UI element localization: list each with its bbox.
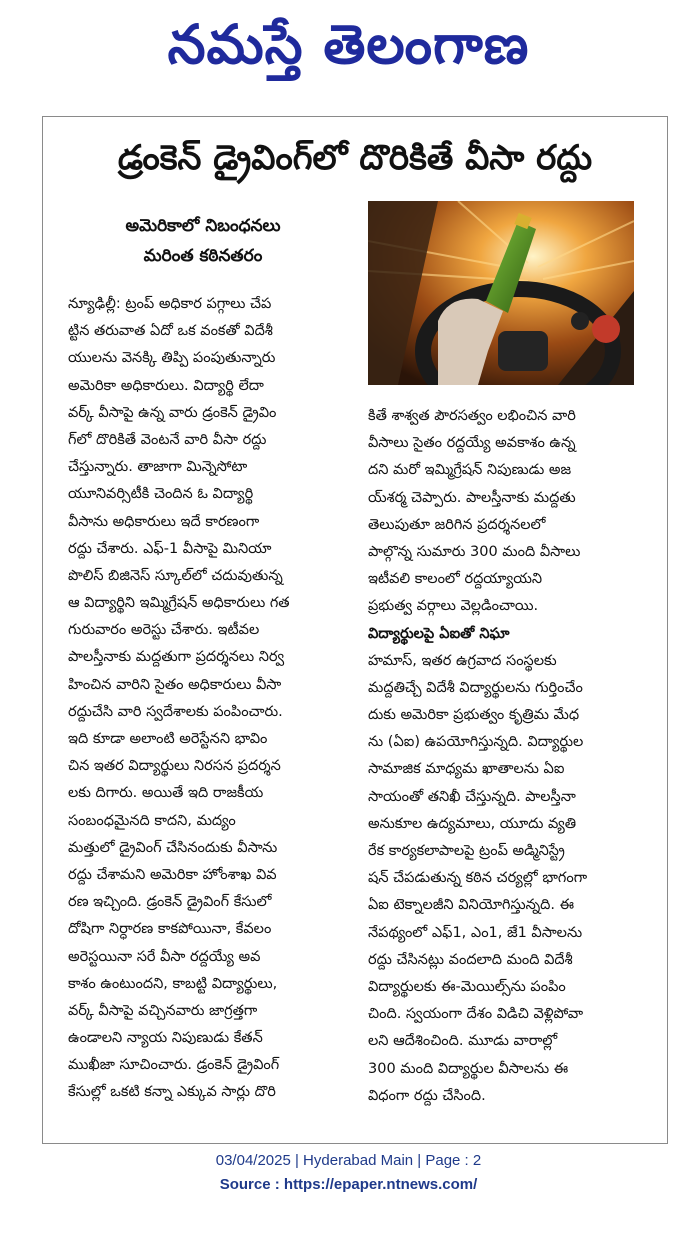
body-line: ఇది కూడా అలాంటి అరెస్టేనని భావిం — [68, 731, 268, 747]
body-line: సాయంతో తనిఖీ చేస్తున్నది. పాలస్తీనా — [368, 788, 576, 805]
article-headline: డ్రంకెన్ డ్రైవింగ్‌లో దొరికితే వీసా రద్దు — [117, 138, 593, 178]
body-line: అమెరికా అధికారులు. విద్యార్థి లేదా — [68, 377, 264, 394]
drunk-driving-photo — [368, 201, 634, 385]
source-link[interactable]: Source : https://epaper.ntnews.com/ — [219, 1176, 478, 1193]
body-line: వర్క్ వీసాపై వచ్చినవారు జాగ్రత్తగా — [68, 1002, 258, 1019]
body-line: హించిన వారిని సైతం అధికారులు వీసా — [68, 676, 282, 693]
body-line: దోషిగా నిర్ధారణ కాకపోయినా, కేవలం — [68, 921, 272, 938]
body-line: రద్దు చేసినట్లు వందలాది మంది విదేశీ — [368, 951, 573, 968]
body-line: పాలస్తీనాకు మద్దతుగా ప్రదర్శనలు నిర్వ — [68, 649, 285, 666]
body-line: వీసాను అధికారులు ఇదే కారణంగా — [68, 513, 260, 530]
article-right-column — [368, 403, 636, 1110]
body-line: అనుకూల ఉద్యమాలు, యూదు వ్యతి — [368, 815, 577, 832]
body-line: 300 మంది విద్యార్థుల వీసాలను ఈ — [368, 1060, 569, 1077]
subsection-title: విద్యార్థులపై ఏఐతో నిఘా — [368, 625, 510, 642]
body-line: ఆ విద్యార్థిని ఇమ్మిగ్రేషన్ అధికారులు గత — [68, 595, 290, 612]
body-line: సామాజిక మాధ్యమ ఖాతాలను ఏఐ — [368, 761, 565, 778]
body-line: మద్దతిచ్చే విదేశీ విద్యార్థులను గుర్తించేం — [368, 679, 583, 696]
body-line: దని మరో ఇమ్మిగ్రేషన్ నిపుణుడు అజ — [368, 462, 572, 479]
body-line: యూనివర్సిటీకి చెందిన ఓ విద్యార్థి — [68, 486, 254, 503]
body-line: కాశం ఉంటుందని, కాబట్టి విద్యార్థులు, — [68, 975, 278, 992]
body-line: ఉండాలని న్యాయ నిపుణుడు కేతన్ — [68, 1030, 263, 1047]
body-line: యులను వెనక్కి తిప్పి పంపుతున్నారు — [68, 350, 276, 367]
body-line: అరెస్టయినా సరే వీసా రద్దయ్యే అవ — [68, 948, 261, 965]
body-line: చేస్తున్నారు. తాజాగా మిన్నెసోటా — [68, 459, 248, 476]
edition-info: 03/04/2025 | Hyderabad Main | Page : 2 — [215, 1152, 482, 1169]
body-line: ముఖీజా సూచించారు. డ్రంకెన్ డ్రైవింగ్ — [68, 1057, 280, 1074]
body-line: య్‌శర్మ చెప్పారు. పాలస్తీనాకు మద్దతు — [368, 489, 576, 506]
article-subheadline — [73, 211, 333, 271]
body-line: కితే శాశ్వత పౌరసత్వం లభించిన వారి — [368, 408, 576, 424]
body-line: రద్దు చేశారు. ఎఫ్-1 వీసాపై మినియా — [68, 540, 272, 557]
body-line: తెలుపుతూ జరిగిన ప్రదర్శనలలో — [368, 516, 546, 533]
body-line: సంబంధమైనది కాదని, మద్యం — [68, 812, 236, 829]
body-line: గ్‌లో దొరికితే వెంటనే వారి వీసా రద్దు — [68, 431, 267, 448]
body-line: న్యూఢిల్లీ: ట్రంప్ అధికార పగ్గాలు చేప — [68, 296, 272, 312]
body-line: హమాస్, ఇతర ఉగ్రవాద సంస్థలకు — [368, 652, 557, 669]
body-line: రణ ఇచ్చింది. డ్రంకెన్ డ్రైవింగ్ కేసులో — [68, 894, 272, 911]
body-line: ను (ఏఐ) ఉపయోగిస్తున్నది. విద్యార్థుల — [368, 734, 584, 751]
masthead — [0, 0, 697, 92]
body-line: కేసుల్లో ఒకటి కన్నా ఎక్కువ సార్లు దొరి — [68, 1084, 276, 1101]
body-line: చిన ఇతర విద్యార్థులు నిరసన ప్రదర్శన — [68, 758, 281, 775]
photo-illustration — [368, 201, 634, 385]
body-line: విద్యార్థులకు ఈ-మెయిల్స్‌ను పంపిం — [368, 978, 566, 995]
body-line: ఏఐ టెక్నాలజీని వినియోగిస్తున్నది. ఈ — [368, 897, 574, 914]
article-box — [42, 116, 668, 1144]
subheadline-line: అమెరికాలో నిబంధనలు — [125, 216, 281, 236]
subheadline-line: మరింత కఠినతరం — [143, 246, 263, 266]
body-line: పొలిస్ బిజినెస్ స్కూల్‌లో చదువుతున్న — [68, 567, 283, 584]
body-line: రద్దు చేశామని అమెరికా హోంశాఖ వివ — [68, 866, 277, 883]
body-line: ప్రభుత్వ వర్గాలు వెల్లడించాయి. — [368, 598, 539, 615]
body-line: వీసాలు సైతం రద్దయ్యే అవకాశం ఉన్న — [368, 435, 576, 452]
body-line: దుకు అమెరికా ప్రభుత్వం కృత్రిమ మేధ — [368, 707, 580, 724]
body-line: నేపథ్యంలో ఎఫ్1, ఎం1, జే1 వీసాలను — [368, 924, 583, 941]
body-line: రద్దుచేసి వారి స్వదేశాలకు పంపించారు. — [68, 703, 283, 720]
body-line: గురువారం అరెస్టు చేశారు. ఇటీవల — [68, 622, 260, 639]
body-line: లని ఆదేశించింది. మూడు వారాల్లో — [368, 1033, 558, 1050]
body-line: వర్క్ వీసాపై ఉన్న వారు డ్రంకెన్ డ్రైవిం — [68, 404, 277, 421]
newspaper-logo: నమస్తే తెలంగాణ — [167, 12, 530, 76]
body-line: విధంగా రద్దు చేసింది. — [368, 1087, 486, 1104]
body-line: ట్టిన తరువాత ఏదో ఒక వంకతో విదేశీ — [68, 323, 273, 340]
body-line: పాల్గొన్న సుమారు 300 మంది వీసాలు — [368, 543, 581, 560]
article-left-column — [68, 291, 354, 1107]
body-line: రేక కార్యకలాపాలపై ట్రంప్ అడ్మినిస్ట్రే — [368, 843, 565, 859]
body-line: మత్తులో డ్రైవింగ్ చేసినందుకు వీసాను — [68, 839, 278, 856]
body-line: ఇటీవలి కాలంలో రద్దయ్యాయని — [368, 571, 543, 588]
body-line: లకు దిగారు. అయితే ఇది రాజకీయ — [68, 785, 264, 802]
body-line: చింది. స్వయంగా దేశం విడిచి వెళ్లిపోవా — [368, 1006, 584, 1023]
body-line: షన్ చేపడుతున్న కఠిన చర్యల్లో భాగంగా — [368, 870, 588, 887]
